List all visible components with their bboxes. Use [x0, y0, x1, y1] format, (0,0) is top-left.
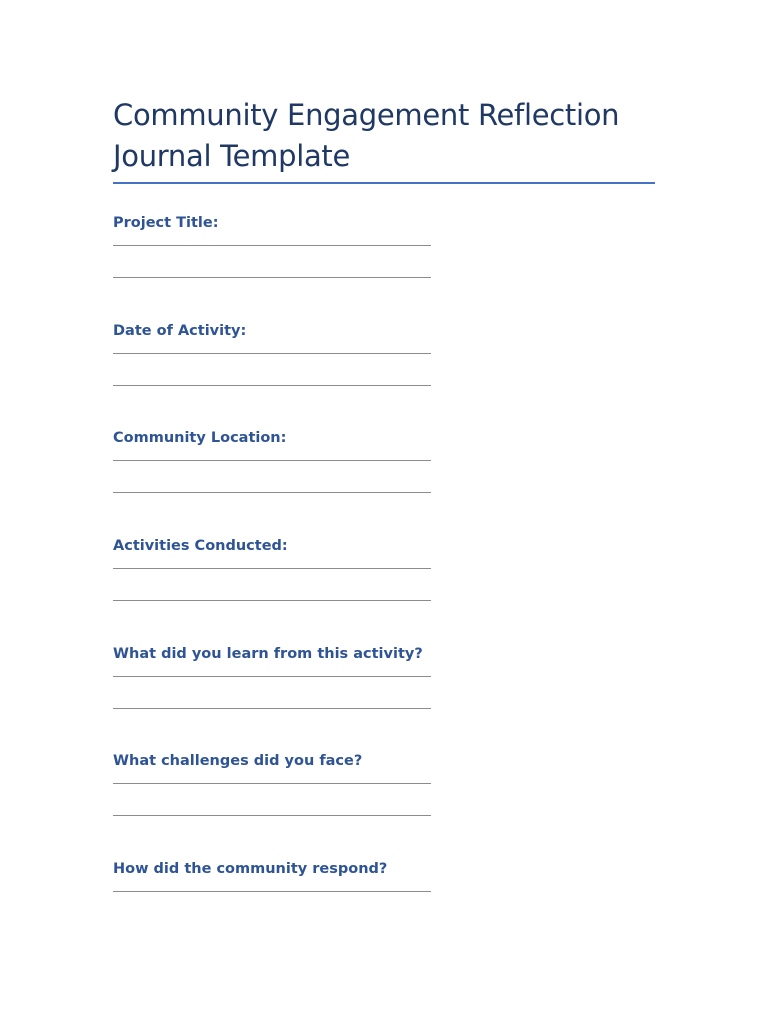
section-label: Activities Conducted:	[113, 538, 288, 554]
form-section	[113, 214, 431, 296]
answer-blank-line[interactable]	[113, 264, 431, 296]
section-label: Community Location:	[113, 430, 287, 446]
form-section	[113, 860, 431, 910]
section-label: What challenges did you face?	[113, 753, 363, 769]
answer-blank-line[interactable]	[113, 447, 431, 479]
form-section	[113, 752, 431, 834]
title-line-1: Community Engagement Reflection	[113, 98, 620, 132]
title-underline	[113, 182, 655, 184]
answer-blank-line[interactable]	[113, 878, 431, 910]
title-line-2: Journal Template	[113, 139, 351, 173]
answer-blank-line[interactable]	[113, 695, 431, 727]
form-section	[113, 645, 431, 727]
answer-blank-line[interactable]	[113, 555, 431, 587]
answer-blank-line[interactable]	[113, 587, 431, 619]
form-section	[113, 429, 431, 511]
document-page	[113, 95, 655, 877]
section-label: Date of Activity:	[113, 323, 247, 339]
answer-blank-line[interactable]	[113, 770, 431, 802]
answer-blank-line[interactable]	[113, 340, 431, 372]
section-label: Project Title:	[113, 215, 219, 231]
section-label: What did you learn from this activity?	[113, 646, 423, 662]
answer-blank-line[interactable]	[113, 479, 431, 511]
answer-blank-line[interactable]	[113, 663, 431, 695]
answer-blank-line[interactable]	[113, 232, 431, 264]
answer-blank-line[interactable]	[113, 372, 431, 404]
document-title	[113, 95, 655, 177]
answer-blank-line[interactable]	[113, 802, 431, 834]
form-section	[113, 322, 431, 404]
section-label: How did the community respond?	[113, 861, 388, 877]
form-section	[113, 537, 431, 619]
